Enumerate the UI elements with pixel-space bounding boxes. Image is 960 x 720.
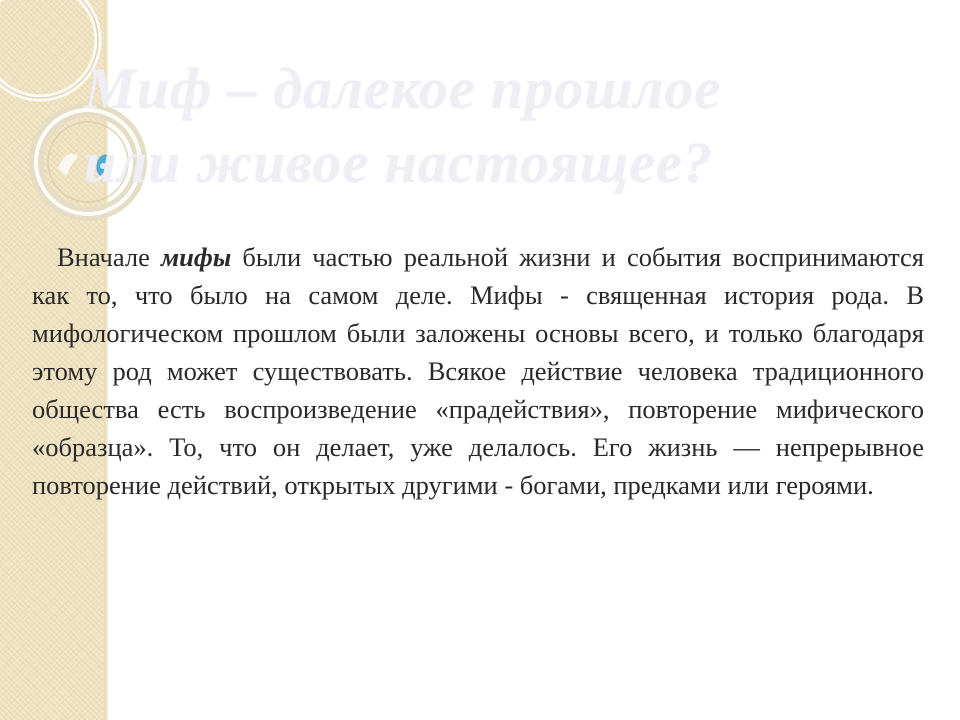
- title-line-1: Миф – далекое прошлое: [84, 56, 722, 121]
- paragraph-rest: были частью реальной жизни и события воспринимаются как то, что было на самом деле. Мифы - священная история рода. В мифологическом прошлом были заложены основы всего, и только благодаря этому род может существовать. Всякое действие человека традиционного общества есть воспроизведение «прадействия», повторение мифического «образца». То, что он делает, уже делалось. Его жизнь — непрерывное повторение действий, открытых другими - богами, предками или героями.: [32, 242, 924, 500]
- title-line-2: или живое настоящее?: [84, 130, 713, 195]
- paragraph-start: Вначале: [57, 242, 162, 272]
- paragraph-emphasis: мифы: [161, 242, 232, 272]
- slide-title: [84, 52, 904, 200]
- body-paragraph: [32, 238, 924, 504]
